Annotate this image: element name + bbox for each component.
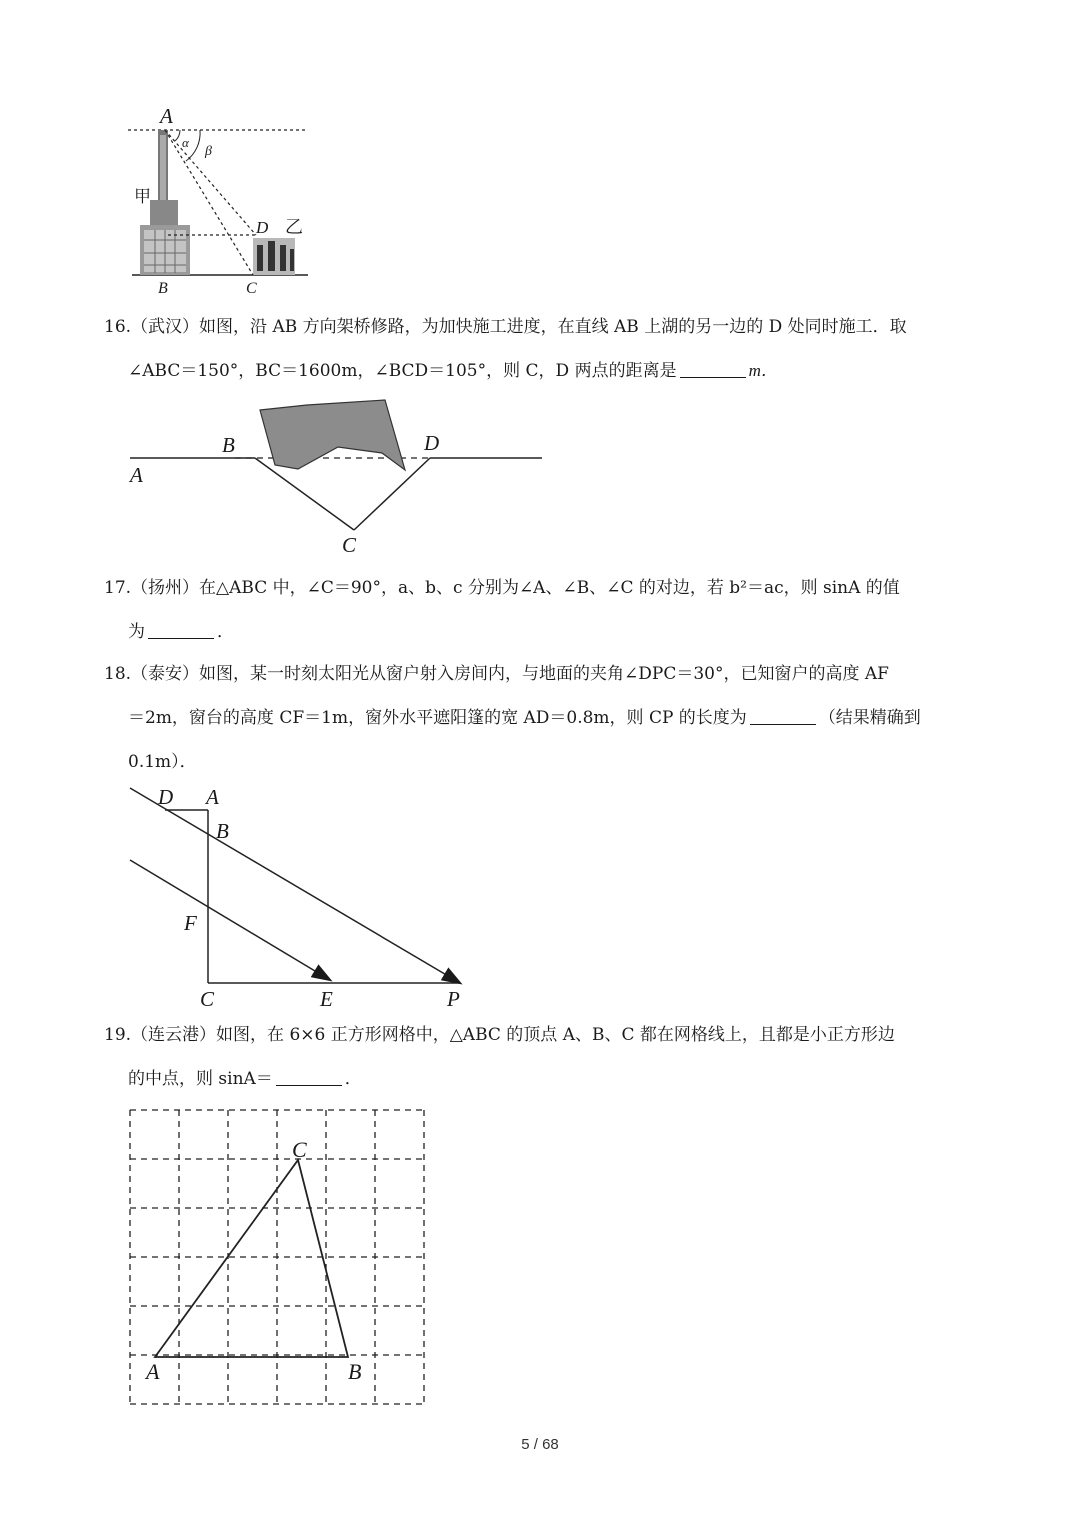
page-number: 5 / 68 [521,1436,559,1453]
q19-text-line2a: 的中点，则 sinA＝ [128,1069,273,1089]
q16-text-line2b: m． [748,361,778,380]
q18-text-line2a: ＝2m，窗台的高度 CF＝1m，窗外水平遮阳篷的宽 AD＝0.8m，则 CP 的长度为 [128,708,747,728]
label-jia: 甲 [134,187,151,206]
label-D: D [158,785,174,809]
label-B: B [216,819,229,843]
q18-number: 18. [104,664,132,684]
label-B: B [158,280,168,297]
q19-number: 19. [104,1025,132,1045]
q17-source: （扬州） [131,578,200,598]
q17-answer-blank[interactable] [148,622,214,639]
q19-text-line1: 如图，在 6×6 正方形网格中，△ABC 的顶点 A、B、C 都在网格线上，且都是小正方形边 [216,1025,895,1045]
q16-text-line2a: ∠ABC＝150°，BC＝1600m，∠BCD＝105°，则 C，D 两点的距离是 [128,361,677,381]
triangle-ABC [155,1160,348,1357]
label-A: A [130,463,143,487]
q19-source: （连云港） [131,1025,217,1045]
figure-q19 [120,1100,440,1420]
label-A: A [146,1359,160,1384]
q18-text-line3: 0.1m）． [128,752,197,772]
q16-answer-blank[interactable] [680,361,746,378]
q19-line2 [128,1067,362,1091]
q18-text-line1: 如图，某一时刻太阳光从窗户射入房间内，与地面的夹角∠DPC＝30°，已知窗户的高度 AF [199,664,889,684]
q16-text-line1: 如图，沿 AB 方向架桥修路，为加快施工进度，在直线 AB 上湖的另一边的 D 处同时施工．取 [199,317,907,337]
q16-source: （武汉） [131,317,200,337]
label-A: A [160,105,173,128]
q18-source: （泰安） [131,664,200,684]
q17-text-line2a: 为 [128,622,145,642]
label-beta: β [205,144,212,159]
dashed-grid [130,1110,424,1404]
label-C: C [342,533,357,557]
q16-number: 16. [104,317,132,337]
label-alpha: α [182,135,189,150]
label-B: B [222,433,235,457]
q18-text-line2b: （结果精确到 [818,708,921,728]
q19-line1 [104,1023,895,1047]
label-yi: 乙 [285,217,303,237]
label-D: D [256,218,269,237]
lake-shape [260,400,405,470]
q17-text-line1: 在△ABC 中，∠C＝90°，a、b、c 分别为∠A、∠B、∠C 的对边，若 b²＝ac，则 sinA 的值 [199,578,900,598]
q17-line1 [104,576,900,600]
q16-line1 [104,315,907,339]
label-D: D [424,431,440,455]
figure-q18 [120,780,480,1015]
label-E: E [320,987,333,1011]
q18-line1 [104,662,889,686]
label-A: A [206,785,219,809]
q17-line2 [128,620,234,644]
q18-line2 [128,706,921,730]
label-C: C [292,1137,307,1162]
q19-answer-blank[interactable] [276,1069,342,1086]
figure-q16 [120,395,560,560]
q18-line3 [128,750,197,774]
q16-line2 [128,359,778,383]
q18-answer-blank[interactable] [750,708,816,725]
q17-number: 17. [104,578,132,598]
label-C: C [246,280,257,297]
label-F: F [184,911,197,935]
building-yi-drawing [253,238,295,275]
label-P: P [447,987,460,1011]
q17-text-line2b: ． [217,622,234,642]
label-C: C [200,987,215,1011]
figure-q15 [120,105,320,300]
label-B: B [348,1359,362,1384]
q19-text-line2b: ． [344,1069,362,1089]
